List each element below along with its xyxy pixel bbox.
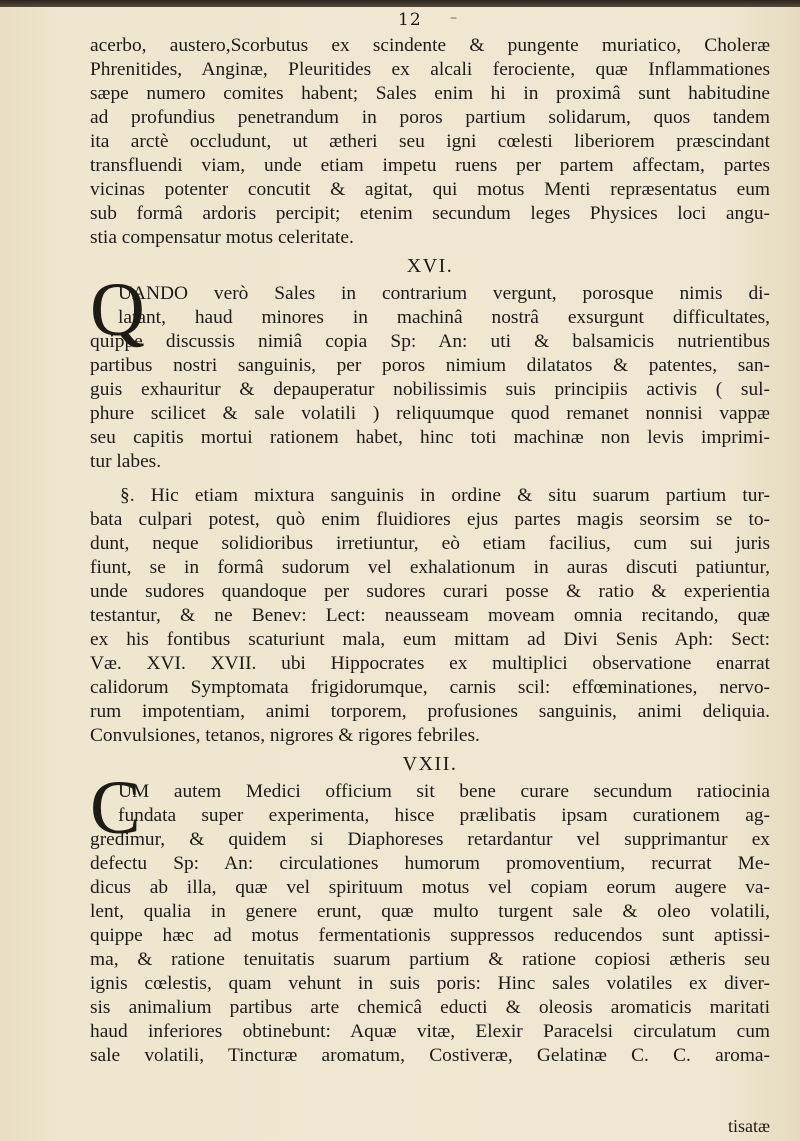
text-line: transfluendi viam, unde etiam impetu ruens per partem affectam, partes	[90, 155, 770, 176]
text-line: sis animalium partibus arte chemicâ educti & oleosis aromaticis maritati	[90, 997, 770, 1018]
drop-cap-q: Q	[90, 268, 145, 352]
text-line: dunt, neque solidioribus irretiuntur, eò etiam facilius, cum sui juris	[90, 533, 770, 554]
text-line: phure scilicet & sale volatili ) reliquumque quod remanet nonnisi vappæ	[90, 403, 770, 424]
text-line: ita arctè occludunt, ut ætheri seu igni cœlesti liberiorem præscindant	[90, 131, 770, 152]
text-line: §. Hic etiam mixtura sanguinis in ordine & situ suarum partium tur-	[120, 485, 770, 506]
text-line: unde sudores quandoque per sudores curari posse & ratio & experientia	[90, 581, 770, 602]
section-heading-xvii: VXII.	[402, 753, 458, 775]
text-line: testantur, & ne Benev: Lect: neausseam moveam omnia recitando, quæ	[90, 605, 770, 626]
text-line: acerbo, austero,Scorbutus ex scindente & pungente muriatico, Choleræ	[90, 35, 770, 56]
text-line: ma, & ratione tenuitatis suarum partium & ratione copiosi ætheris seu	[90, 949, 770, 970]
text-line: sæpe numero comites habent; Sales enim hi in proximâ sunt habitudine	[90, 83, 770, 104]
text-line: ignis cœlestis, quam vehunt in suis poris: Hinc sales volatiles ex diver-	[90, 973, 770, 994]
text-line: sale volatili, Tincturæ aromatum, Costiveræ, Gelatinæ C. C. aroma-	[90, 1045, 770, 1066]
text-line: tur labes.	[90, 451, 162, 472]
text-line: guis exhauritur & depauperatur nobilissimis suis principiis activis ( sul-	[90, 379, 770, 400]
top-edge-shadow	[0, 0, 800, 7]
text-line: Phrenitides, Anginæ, Pleuritides ex alcali ferociente, quæ Inflammationes	[90, 59, 770, 80]
section-heading-xvi: XVI.	[406, 255, 454, 277]
text-line: dicus ab illa, quæ vel spirituum motus vel copiam eorum augere va-	[90, 877, 770, 898]
page-mark: –	[450, 10, 457, 26]
text-line: UM autem Medici officium sit bene curare secundum ratiocinia	[118, 781, 770, 802]
text-line: seu capitis mortui rationem habet, hinc toti machinæ non levis imprimi-	[90, 427, 770, 448]
text-line: quippe discussis nimiâ copia Sp: An: uti & balsamicis nutrientibus	[90, 331, 770, 352]
text-line: stia compensatur motus celeritate.	[90, 227, 354, 248]
text-line: calidorum Symptomata frigidorumque, carnis scil: effœminationes, nervo-	[90, 677, 770, 698]
drop-cap-c: C	[90, 766, 141, 850]
text-line: fiunt, se in formâ sudorum vel exhalationum in auras discuti patiuntur,	[90, 557, 770, 578]
text-line: haud inferiores obtinebunt: Aquæ vitæ, Elexir Paracelsi circulatum cum	[90, 1021, 770, 1042]
text-line: latant, haud minores in machinâ nostrâ exsurgunt difficultates,	[118, 307, 770, 328]
text-line: sub formâ ardoris percipit; etenim secundum leges Physices loci angu-	[90, 203, 770, 224]
text-line: fundata super experimenta, hisce prælibatis ipsam curationem ag-	[118, 805, 770, 826]
page-number: 12	[398, 10, 422, 30]
catchword: tisatæ	[727, 1116, 770, 1136]
text-line: Convulsiones, tetanos, nigrores & rigores febriles.	[90, 725, 480, 746]
text-line: UANDO verò Sales in contrarium vergunt, porosque nimis di-	[118, 283, 770, 304]
text-line: partibus nostri sanguinis, per poros nimium dilatatos & patentes, san-	[90, 355, 770, 376]
text-line: Væ. XVI. XVII. ubi Hippocrates ex multiplici observatione enarrat	[90, 653, 770, 674]
text-line: ad profundius penetrandum in poros partium solidarum, quos tandem	[90, 107, 770, 128]
text-line: bata culpari potest, quò enim fluidiores ejus partes magis seorsim se to-	[90, 509, 770, 530]
text-line: defectu Sp: An: circulationes humorum promoventium, recurrat Me-	[90, 853, 770, 874]
text-line: rum impotentiam, animi torporem, profusiones sanguinis, animi deliquia.	[90, 701, 770, 722]
text-line: ex his fontibus scaturiunt mala, eum mittam ad Divi Senis Aph: Sect:	[90, 629, 770, 650]
text-line: lent, qualia in genere erunt, quæ multo turgent sale & oleo volatili,	[90, 901, 770, 922]
text-line: quippe hæc ad motus fermentationis suppressos reducendos sunt aptissi-	[90, 925, 770, 946]
text-line: gredimur, & quidem si Diaphoreses retardantur vel supprimantur ex	[90, 829, 770, 850]
text-line: vicinas potenter concutit & agitat, qui motus Menti repræsentatus eum	[90, 179, 770, 200]
